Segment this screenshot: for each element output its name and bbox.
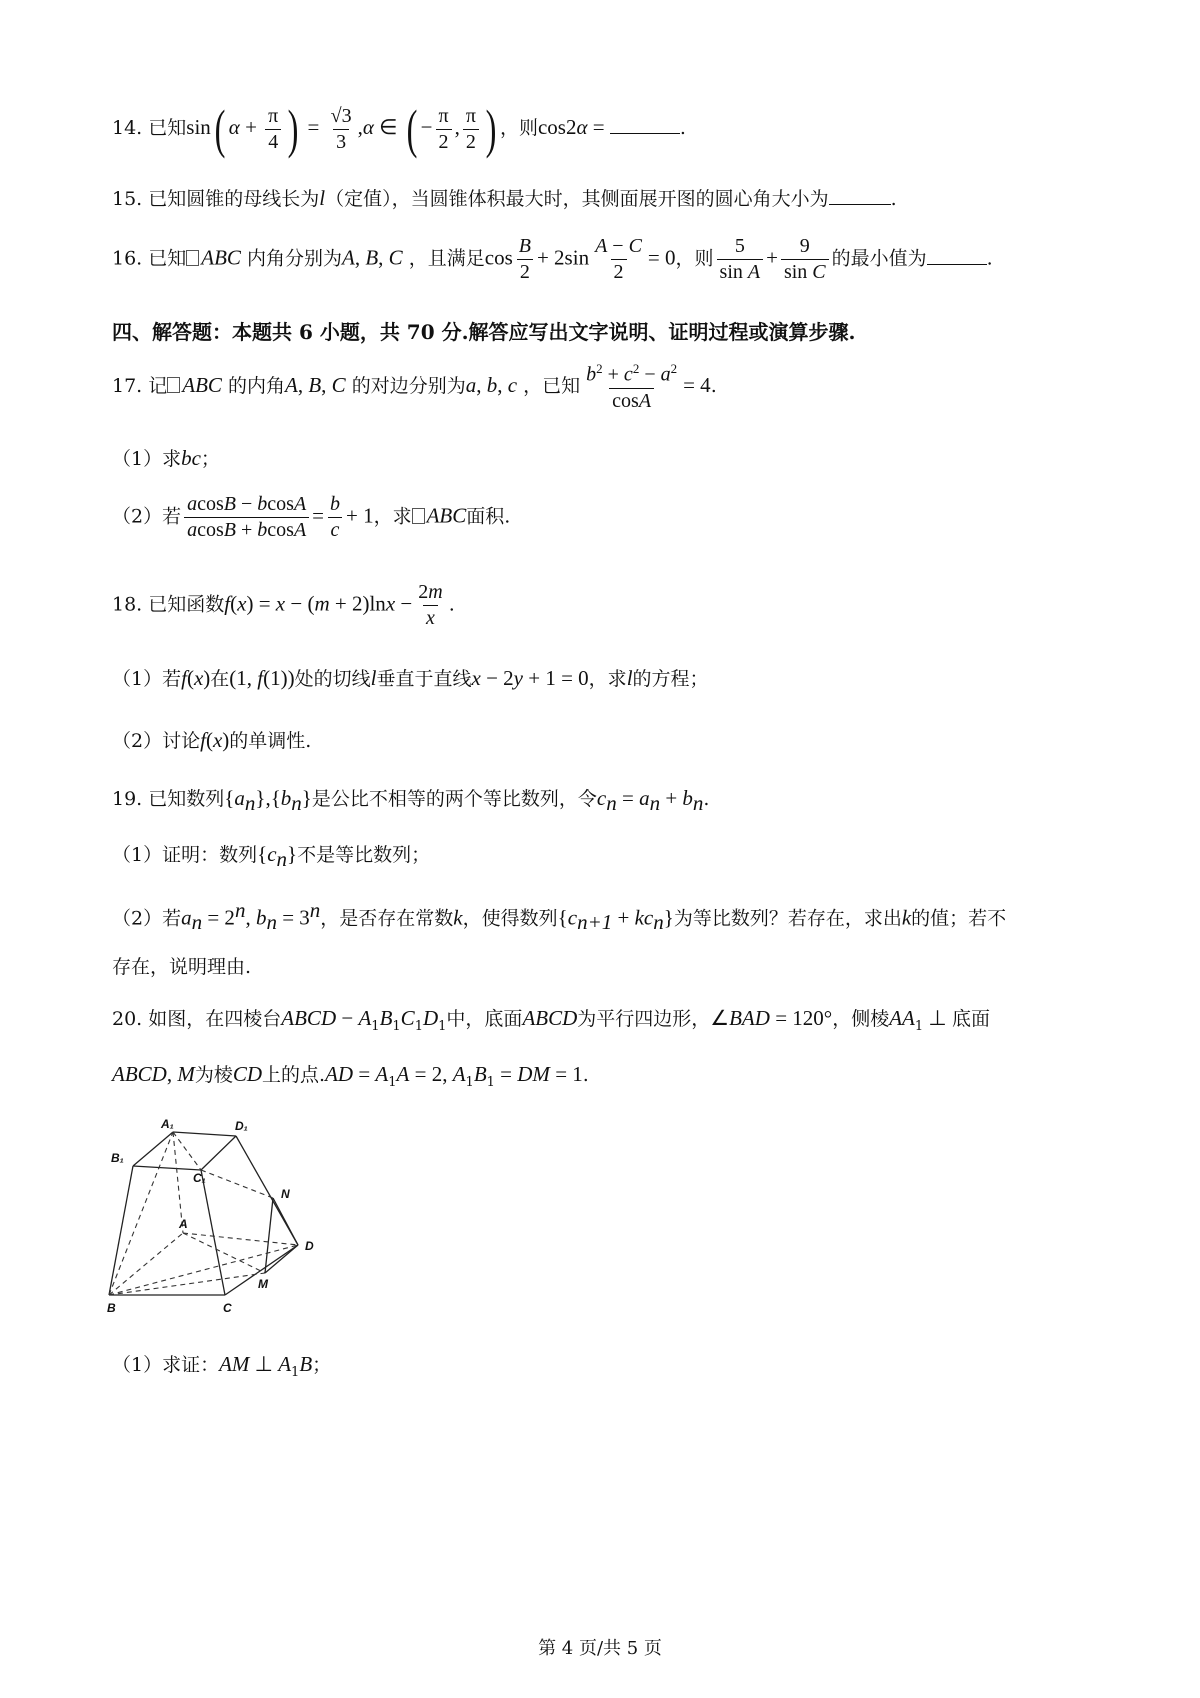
label-D1: D₁ bbox=[235, 1119, 248, 1133]
question-20-part-1: （1）求证：AM ⊥ $A_1B$； bbox=[112, 1352, 332, 1380]
triangle-symbol bbox=[167, 377, 180, 393]
answer-blank bbox=[829, 202, 891, 205]
page-footer: 第 4 页/共 5 页 bbox=[538, 1638, 662, 1659]
label-A1: A₁ bbox=[161, 1118, 174, 1131]
triangle-symbol bbox=[186, 250, 199, 266]
question-19-part-2: （2）若$a_n = 2^n$, $b_n = 3^n$，是否存在常数k，使得数列$\{c_{n+1} + kc_n\}$为等比数列？若存在，求出k的值；若不 bbox=[112, 898, 1007, 935]
label-C1: C₁ bbox=[193, 1171, 206, 1185]
answer-blank bbox=[610, 131, 680, 134]
question-20-line-2: ABCD, M为棱CD上的点$.AD = A_1A = 2$, $A_1B_1$ = DM = 1. bbox=[112, 1062, 589, 1090]
label-B1: B₁ bbox=[111, 1151, 124, 1165]
question-15: 15. 已知圆锥的母线长为l（定值），当圆锥体积最大时，其侧面展开图的圆心角大小为 . bbox=[112, 186, 897, 210]
label-N: N bbox=[281, 1187, 290, 1201]
question-16: 16. 已知 ABC 内角分别为A, B, C ，且满足cos $\frac{B}{2}$ + 2sin $\frac{A - C}{2}$ = 0，则 $\frac{5}{\text{sin A}}$ + $\frac{9}{\text{sin C}}$ 的最小值为 . bbox=[112, 235, 993, 283]
question-19-part-1: （1）证明：数列$\{c_n\}$不是等比数列； bbox=[112, 842, 431, 871]
label-B: B bbox=[107, 1301, 116, 1315]
question-19-part-2-cont: 存在，说明理由. bbox=[112, 956, 252, 978]
question-18-part-1: （1）若f(x)在(1, f(1))处的切线l垂直于直线x − 2y + 1 = 0，求l的方程； bbox=[112, 666, 709, 690]
section-heading: 四、解答题：本题共 6 小题，共 70 分.解答应写出文字说明、证明过程或演算步骤. bbox=[112, 320, 856, 344]
label-M: M bbox=[258, 1277, 268, 1291]
question-18-part-2: （2）讨论f(x)的单调性. bbox=[112, 728, 312, 752]
label-D: D bbox=[305, 1239, 314, 1253]
answer-blank bbox=[927, 262, 987, 265]
question-17: 17. 记 ABC 的内角A, B, C 的对边分别为a, b, c ，已知 $\frac{b^2 + c^2 - a^2}{\cos A}$ = 4. bbox=[112, 361, 717, 412]
question-14: 14. 已知sin( α + $\frac{\pi}{4}$ ) = $\frac{√3}{3}$ ,α ∈ ( − $\frac{\pi}{2}$ , $\frac{\pi}{2}$ ) ，则cos2α = . bbox=[112, 99, 686, 159]
label-C: C bbox=[223, 1301, 232, 1315]
frustum-figure bbox=[105, 1118, 335, 1318]
question-18: 18. 已知函数f(x) = x − (m + 2)lnx − $\frac{2m}{x}$ . bbox=[112, 581, 455, 629]
triangle-symbol bbox=[412, 508, 425, 524]
question-17-part-1: （1）求bc； bbox=[112, 446, 220, 470]
question-17-part-2: （2）若 $\frac{acosB - bcosA}{acosB + bcosA}$ = $\frac{b}{c}$ + 1，求 ABC面积. bbox=[112, 493, 511, 541]
question-19: 19. 已知数列$\{a_n\},\{b_n\}$是公比不相等的两个等比数列，令$c_n = a_n + b_n$. bbox=[112, 786, 710, 815]
question-20: 20. 如图，在四棱台ABCD − $A_1B_1C_1D_1$中，底面ABCD为平行四边形，∠BAD = 120°，侧棱$AA_1$ ⊥ 底面 bbox=[112, 1006, 990, 1034]
label-A: A bbox=[179, 1217, 188, 1231]
